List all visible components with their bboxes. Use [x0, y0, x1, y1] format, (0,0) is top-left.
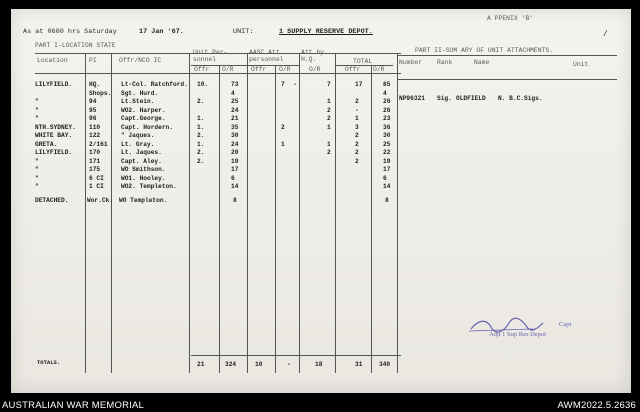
- row-unit-or: 24: [231, 106, 239, 114]
- row-unit-or: 73: [231, 81, 239, 88]
- row-pi: 96: [89, 115, 97, 122]
- col-divider-7: [299, 53, 300, 373]
- total-unit-offr: 21: [197, 361, 205, 368]
- row-unit-or: 20: [231, 149, 239, 156]
- sub-or-hq: O/R: [309, 66, 321, 73]
- row-offr: WO2. Harper.: [121, 106, 166, 114]
- row-location: ": [35, 106, 39, 114]
- row-unit-or: 30: [231, 132, 239, 139]
- row-offr: Capt. Hordern.: [121, 123, 173, 131]
- col-divider-2: [111, 53, 112, 373]
- report-date: 17 Jan '67.: [139, 28, 184, 36]
- col-pi: PI: [89, 57, 97, 64]
- row-unit-or: 6: [231, 174, 235, 182]
- row-unit-or: 35: [231, 123, 239, 131]
- row-pi: HQ.: [89, 81, 101, 88]
- col-offr-nco: Offr/NCO IC: [119, 57, 162, 64]
- row-total-or: 23: [383, 115, 391, 122]
- col-name: Name: [474, 59, 490, 66]
- row-total-or: 36: [383, 123, 391, 131]
- row-offr: Lt. Gray.: [121, 140, 155, 148]
- row-unit-offr: 10.: [197, 81, 209, 88]
- row-total-offr: 2: [355, 98, 359, 105]
- row-unit-or: 4: [231, 89, 235, 97]
- part1-title: PART I-LOCATION STATE: [35, 42, 116, 49]
- row-offr: " Jaques.: [121, 132, 155, 139]
- sub-or-total: O/R: [373, 66, 385, 73]
- row-offr: WO2. Templeton.: [121, 183, 177, 190]
- row-offr: Lt.Stein.: [121, 98, 155, 105]
- row-location: GRETA.: [35, 140, 58, 148]
- as-at-text: As at 0600 hrs Saturday: [23, 28, 117, 36]
- row-pi: 94: [89, 98, 97, 105]
- row-total-or: 17: [383, 166, 391, 173]
- header-rule-bottom: [35, 73, 401, 74]
- row-unit-or: 17: [231, 166, 239, 173]
- row-unit-or: 21: [231, 115, 239, 122]
- footer-accession: AWM2022.5.2636: [557, 400, 636, 411]
- page-number: /: [603, 30, 608, 39]
- row-total-offr: 1: [355, 115, 359, 122]
- part2-title: PART II-SUM ARY OF UNIT ATTACHMENTS.: [415, 47, 554, 54]
- row-location: LILYFIELD.: [35, 149, 73, 156]
- row-unit-or: 24: [231, 140, 239, 148]
- row-unit-or: 14: [231, 183, 239, 190]
- col-location: Location: [37, 57, 68, 64]
- total-aasc-offr: 10: [255, 361, 263, 368]
- row-location: LILYFIELD.: [35, 81, 73, 88]
- detached-offr: WO Templeton.: [119, 197, 168, 204]
- total-offr: 31: [355, 361, 363, 368]
- row-unit-offr: 1.: [197, 140, 205, 148]
- row-location: ": [35, 166, 39, 173]
- document-page: [11, 9, 631, 393]
- annex-label: A PPENIX 'B': [487, 15, 534, 22]
- row-hq-or: 2: [327, 106, 331, 114]
- total-hq-or: 18: [315, 361, 323, 368]
- sub-offr-total: Offr: [345, 66, 361, 73]
- row-pi: 1 CI: [89, 183, 104, 190]
- row-offr: Lt-Col. Ratchford.: [121, 81, 188, 88]
- row-hq-or: 1: [327, 123, 331, 131]
- row-total-offr: 2: [355, 149, 359, 156]
- row-total-offr: 17: [355, 81, 363, 88]
- row-hq-or: 2: [327, 149, 331, 156]
- row-unit-or: 25: [231, 98, 239, 105]
- total-or: 340: [379, 361, 391, 368]
- col-divider-10: [397, 53, 398, 373]
- stamp-rank: Capt: [559, 321, 572, 328]
- row-aasc-or: 1: [281, 140, 285, 148]
- col-divider-8: [335, 53, 336, 373]
- col-total: TOTAL: [353, 58, 373, 65]
- row-unit-or: 19: [231, 157, 239, 165]
- row-total-or: 14: [383, 183, 391, 190]
- unit-label: UNIT:: [233, 28, 254, 36]
- row-hq-or: 1: [327, 98, 331, 105]
- row-hq-or: 1: [327, 140, 331, 148]
- row-total-offr: 2: [355, 140, 359, 148]
- row-pi: 6 CI: [89, 174, 104, 182]
- row-total-or: 25: [383, 140, 391, 148]
- col-aasc-att: AASC Att. personnel: [249, 49, 284, 63]
- sub-offr-aasc: Offr: [251, 66, 267, 73]
- unit-name: 1 SUPPLY RESERVE DEPOT.: [279, 28, 373, 36]
- detached-unit-or: 8: [233, 197, 237, 204]
- sub-offr-unit: Offr: [194, 66, 210, 73]
- row-total-or: 22: [383, 149, 391, 156]
- sub-rule-unit: [191, 65, 251, 66]
- part2-rule-top: [397, 55, 617, 56]
- row-location: ": [35, 174, 39, 182]
- detached-total-or: 8: [385, 197, 389, 204]
- row-offr: Capt.George.: [121, 115, 166, 122]
- total-unit-or: 324: [225, 361, 237, 368]
- row-offr: Lt. Jaques.: [121, 149, 162, 156]
- row-location: WHITE BAY.: [35, 132, 73, 139]
- col-divider-9: [371, 65, 372, 373]
- row-pi: 170: [89, 149, 101, 156]
- row-unit-offr: 2.: [197, 157, 205, 165]
- row-pi: 95: [89, 106, 97, 114]
- row-total-or: 30: [383, 132, 391, 139]
- row-total-offr: 3: [355, 123, 359, 131]
- sub-or-unit: O/R: [222, 66, 234, 73]
- row-location: ": [35, 115, 39, 122]
- col-rank: Rank: [437, 59, 453, 66]
- header-rule-top: [35, 53, 401, 54]
- col-divider-4: [219, 65, 220, 373]
- row-location: ": [35, 183, 39, 190]
- sub-rule-aasc: [249, 65, 299, 66]
- stamp-title: Adjt 1 Sup Res Depot: [489, 331, 547, 338]
- row-total-offr: 2: [355, 132, 359, 139]
- row-pi: 2/161: [89, 140, 108, 148]
- col-divider-6: [275, 65, 276, 373]
- row-pi: 122: [89, 132, 101, 139]
- row-total-or: 85: [383, 81, 391, 88]
- row-unit-offr: 1.: [197, 115, 205, 122]
- row-unit-offr: 1.: [197, 123, 205, 131]
- col-number: Number: [399, 59, 423, 66]
- row-hq-offr: -: [293, 81, 297, 88]
- col-divider-1: [85, 53, 86, 373]
- col-unit: Unit: [573, 61, 589, 68]
- row-hq-or: 2: [327, 115, 331, 122]
- att-rank: Sig.: [437, 95, 452, 102]
- detached-location: DETACHED.: [35, 197, 69, 204]
- row-offr: WO1. Hooley.: [121, 174, 166, 182]
- row-unit-offr: 2.: [197, 132, 205, 139]
- row-pi: 175: [89, 166, 101, 173]
- totals-rule: [191, 355, 401, 356]
- col-unit-personnel: Unit Per- sonnel: [193, 49, 228, 63]
- att-name: OLDFIELD: [456, 95, 486, 102]
- row-total-or: 26: [383, 98, 391, 105]
- row-total-or: 26: [383, 106, 391, 114]
- sub-rule-total: [335, 65, 393, 66]
- row-pi: 171: [89, 157, 101, 165]
- row-offr: WO Smithson.: [121, 166, 166, 173]
- row-offr: Sgt. Hurd.: [121, 89, 159, 97]
- col-divider-5: [247, 53, 248, 373]
- att-number: NP96321: [399, 95, 425, 102]
- row-location: ": [35, 157, 39, 165]
- detached-pi: Wor.Ck.: [87, 197, 113, 204]
- row-location: ": [35, 98, 39, 105]
- row-hq-or: 7: [327, 81, 331, 88]
- row-unit-offr: 2.: [197, 149, 205, 156]
- row-aasc-or: 2: [281, 123, 285, 131]
- col-att-by-hq: Att by H.Q.: [301, 49, 325, 63]
- row-total-or: 4: [383, 89, 387, 97]
- row-pi: 110: [89, 123, 101, 131]
- sub-or-aasc: O/R: [279, 66, 291, 73]
- footer-credit: AUSTRALIAN WAR MEMORIAL: [2, 400, 145, 411]
- totals-label: TOTALS.: [37, 359, 61, 366]
- row-aasc-or: 7: [281, 81, 285, 88]
- row-unit-offr: 2.: [197, 98, 205, 105]
- col-divider-3: [189, 53, 190, 373]
- row-pi: Shops.: [89, 89, 112, 97]
- row-total-offr: -: [355, 106, 359, 114]
- att-unit: N. B.C.Sigs.: [498, 95, 543, 102]
- row-location: NTH.SYDNEY.: [35, 123, 76, 131]
- row-total-or: 6: [383, 174, 387, 182]
- total-hq-offr: -: [287, 361, 291, 368]
- row-total-offr: 2: [355, 157, 359, 165]
- row-offr: Capt. Aley.: [121, 157, 162, 165]
- row-total-or: 19: [383, 157, 391, 165]
- part2-rule-bottom: [397, 79, 617, 80]
